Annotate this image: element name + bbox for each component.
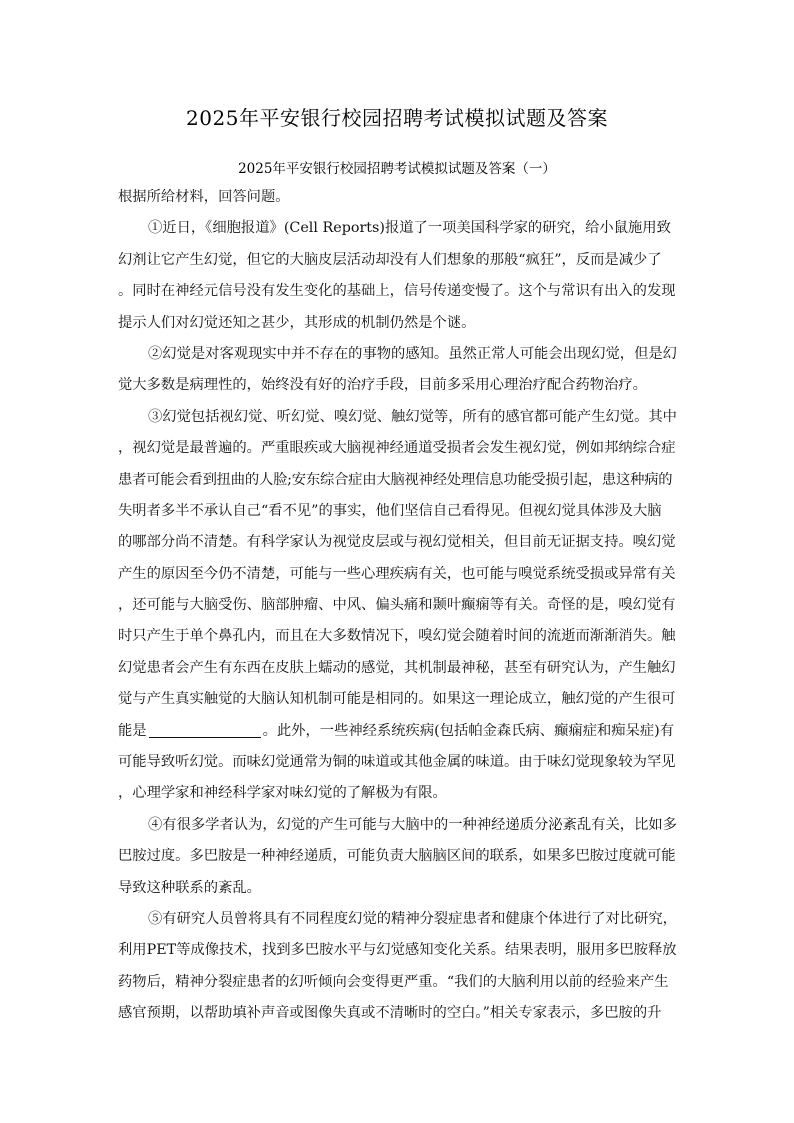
document-subtitle: 2025年平安银行校园招聘考试模拟试题及答案（一） <box>238 161 556 177</box>
document-title: 2025年平安银行校园招聘考试模拟试题及答案 <box>186 106 608 130</box>
text-line: 幻觉患者会产生有东西在皮肤上蠕动的感觉，其机制最神秘，甚至有研究认为，产生触幻 <box>118 659 676 676</box>
text-line: ⑤有研究人员曾将具有不同程度幻觉的精神分裂症患者和健康个体进行了对比研究， <box>148 910 677 927</box>
text-line: 失明者多半不承认自己“看不见”的事实，他们坚信自己看得见。但视幻觉具体涉及大脑 <box>118 502 662 519</box>
text-line: 患者可能会看到扭曲的人脸;安东综合症由大脑视神经处理信息功能受损引起，患这种病的 <box>118 471 673 488</box>
text-line: 根据所给材料，回答问题。 <box>118 189 290 205</box>
document-body <box>118 182 678 1030</box>
text-line: 巴胺过度。多巴胺是一种神经递质，可能负责大脑脑区间的联系，如果多巴胺过度就可能 <box>118 848 676 865</box>
text-line: 觉大多数是病理性的，始终没有好的治疗手段，目前多采用心理治疗配合药物治疗。 <box>118 377 647 394</box>
text-line: ，心理学家和神经科学家对味幻觉的了解极为有限。 <box>118 785 447 802</box>
blank-suffix: 。此外，一些神经系统疾病(包括帕金森氏病、癫痫症和痴呆症)有 <box>262 722 675 739</box>
text-line: 药物后，精神分裂症患者的幻听倾向会变得更严重。“我们的大脑利用以前的经验来产生 <box>118 973 669 990</box>
text-line: 的哪部分尚不清楚。有科学家认为视觉皮层或与视幻觉相关，但目前无证据支持。嗅幻觉 <box>118 534 676 551</box>
text-line-with-blank <box>118 716 678 747</box>
text-line: ②幻觉是对客观现实中并不存在的事物的感知。虽然正常人可能会出现幻觉，但是幻 <box>148 345 677 362</box>
text-line: 产生的原因至今仍不清楚，可能与一些心理疾病有关，也可能与嗅觉系统受损或异常有关 <box>118 565 676 582</box>
text-line: 利用PET等成像技术，找到多巴胺水平与幻觉感知变化关系。结果表明，服用多巴胺释放 <box>118 942 677 959</box>
text-line: 导致这种联系的紊乱。 <box>118 879 261 896</box>
blank-prefix: 能是 <box>118 722 147 739</box>
text-line: 觉与产生真实触觉的大脑认知机制可能是相同的。如果这一理论成立，触幻觉的产生很可 <box>118 691 676 708</box>
text-line: 感官预期，以帮助填补声音或图像失真或不清晰时的空白。”相关专家表示，多巴胺的升 <box>118 1005 662 1022</box>
text-line: 时只产生于单个鼻孔内，而且在大多数情况下，嗅幻觉会随着时间的流逝而渐渐消失。触 <box>118 628 676 645</box>
text-line: ①近日，《细胞报道》(Cell Reports)报道了一项美国科学家的研究，给小鼠施用致 <box>148 220 671 237</box>
text-line: 提示人们对幻觉还知之甚少，其形成的机制仍然是个谜。 <box>118 314 476 331</box>
text-line: ，还可能与大脑受伤、脑部肿瘤、中风、偏头痛和颞叶癫痫等有关。奇怪的是，嗅幻觉有 <box>118 597 676 614</box>
text-line: 可能导致听幻觉。而味幻觉通常为铜的味道或其他金属的味道。由于味幻觉现象较为罕见 <box>118 754 676 771</box>
text-line: ④有很多学者认为，幻觉的产生可能与大脑中的一种神经递质分泌紊乱有关，比如多 <box>148 816 677 833</box>
fill-in-blank <box>149 720 261 738</box>
text-line: 幻剂让它产生幻觉，但它的大脑皮层活动却没有人们想象的那般“疯狂”，反而是减少了 <box>118 251 662 268</box>
text-line: ，视幻觉是最普遍的。严重眼疾或大脑视神经通道受损者会发生视幻觉，例如邦纳综合症 <box>118 440 676 457</box>
text-line: ③幻觉包括视幻觉、听幻觉、嗅幻觉、触幻觉等，所有的感官都可能产生幻觉。其中 <box>148 408 677 425</box>
text-line: 。同时在神经元信号没有发生变化的基础上，信号传递变慢了。这个与常识有出入的发现 <box>118 283 676 300</box>
